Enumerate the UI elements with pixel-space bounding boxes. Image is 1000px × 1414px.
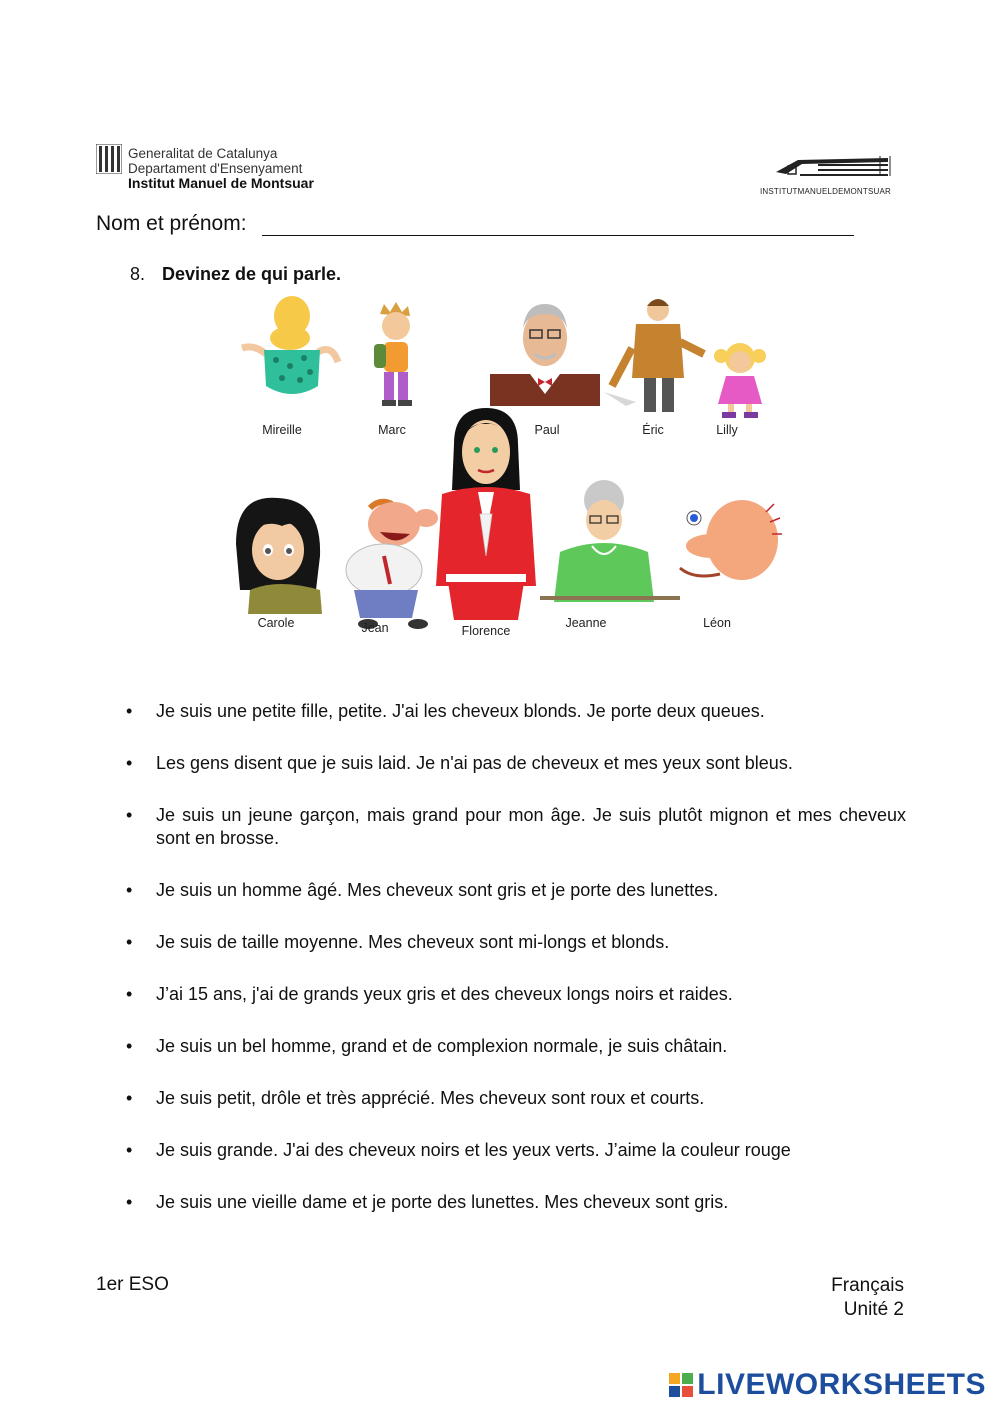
description-item: [126, 1035, 906, 1058]
logo-square: [669, 1386, 680, 1397]
bullet-icon: •: [126, 1036, 133, 1056]
exercise-title: Devinez de qui parle.: [162, 264, 342, 284]
description-item: [126, 752, 906, 775]
character-name-label: Jeanne: [565, 616, 607, 630]
bullet-icon: •: [126, 753, 133, 773]
description-text: J’ai 15 ans, j'ai de grands yeux gris et des cheveux longs noirs et raides.: [156, 984, 733, 1004]
footer-level: 1er ESO: [96, 1274, 169, 1295]
logo-square: [682, 1386, 693, 1397]
logo-square: [682, 1373, 693, 1384]
character-name-label: Florence: [461, 624, 511, 638]
description-item: [126, 700, 906, 723]
character-name-label: Léon: [703, 616, 731, 630]
character-name-label: Paul: [534, 423, 560, 437]
character-name-label: Mireille: [262, 423, 302, 437]
description-item: [126, 879, 906, 902]
character-name-label: Carole: [257, 616, 295, 630]
bullet-icon: •: [126, 932, 133, 952]
gov-line-2: Departament d'Ensenyament: [128, 161, 303, 176]
bullet-icon: •: [126, 805, 133, 825]
bullet-icon: •: [126, 701, 133, 721]
liveworksheets-text: LIVEWORKSHEETS: [697, 1368, 986, 1401]
name-answer-line[interactable]: [262, 235, 854, 236]
description-text: Je suis un bel homme, grand et de complexion normale, je suis châtain.: [156, 1036, 728, 1056]
exercise-number: 8.: [130, 264, 146, 284]
bullet-icon: •: [126, 1140, 133, 1160]
character-name-label: Éric: [642, 423, 664, 437]
description-text: Je suis un jeune garçon, mais grand pour mon âge. Je suis plutôt mignon et mes cheveux sont en brosse.: [156, 805, 906, 848]
description-text: Je suis petit, drôle et très apprécié. Mes cheveux sont roux et courts.: [156, 1088, 705, 1108]
institution-header: [128, 146, 314, 191]
description-text: Les gens disent que je suis laid. Je n'ai pas de cheveux et mes yeux sont bleus.: [156, 753, 793, 773]
description-text: Je suis grande. J'ai des cheveux noirs et les yeux verts. J’aime la couleur rouge: [156, 1140, 791, 1160]
bullet-icon: •: [126, 1088, 133, 1108]
description-text: Je suis un homme âgé. Mes cheveux sont gris et je porte des lunettes.: [156, 880, 719, 900]
description-text: Je suis de taille moyenne. Mes cheveux sont mi-longs et blonds.: [156, 932, 670, 952]
footer-unit: Unité 2: [843, 1299, 904, 1320]
characters-illustration: [234, 294, 786, 642]
character-name-label: Lilly: [716, 423, 738, 437]
description-item: [126, 1139, 906, 1162]
description-text: Je suis une petite fille, petite. J'ai les cheveux blonds. Je porte deux queues.: [156, 701, 765, 721]
bullet-icon: •: [126, 984, 133, 1004]
description-item: [126, 1087, 906, 1110]
name-label: Nom et prénom:: [96, 212, 247, 235]
description-item: [126, 804, 906, 850]
descriptions-list: [126, 700, 906, 1243]
description-item: [126, 983, 906, 1006]
footer-subject: Français: [831, 1275, 904, 1296]
bullet-icon: •: [126, 880, 133, 900]
school-name: Institut Manuel de Montsuar: [128, 175, 314, 191]
liveworksheets-watermark: [669, 1368, 986, 1402]
logo-square: [669, 1373, 680, 1384]
character-name-label: Jean: [361, 621, 389, 635]
description-item: [126, 931, 906, 954]
description-text: Je suis une vieille dame et je porte des lunettes. Mes cheveux sont gris.: [156, 1192, 729, 1212]
gov-line-1: Generalitat de Catalunya: [128, 146, 278, 161]
generalitat-logo-icon: [96, 144, 122, 174]
character-name-label: Marc: [378, 423, 406, 437]
school-logo-text: INSTITUTMANUELDEMONTSUAR: [760, 187, 892, 196]
liveworksheets-logo-icon: [669, 1373, 693, 1397]
footer-subject-block: [831, 1274, 904, 1322]
description-item: [126, 1191, 906, 1214]
bullet-icon: •: [126, 1192, 133, 1212]
